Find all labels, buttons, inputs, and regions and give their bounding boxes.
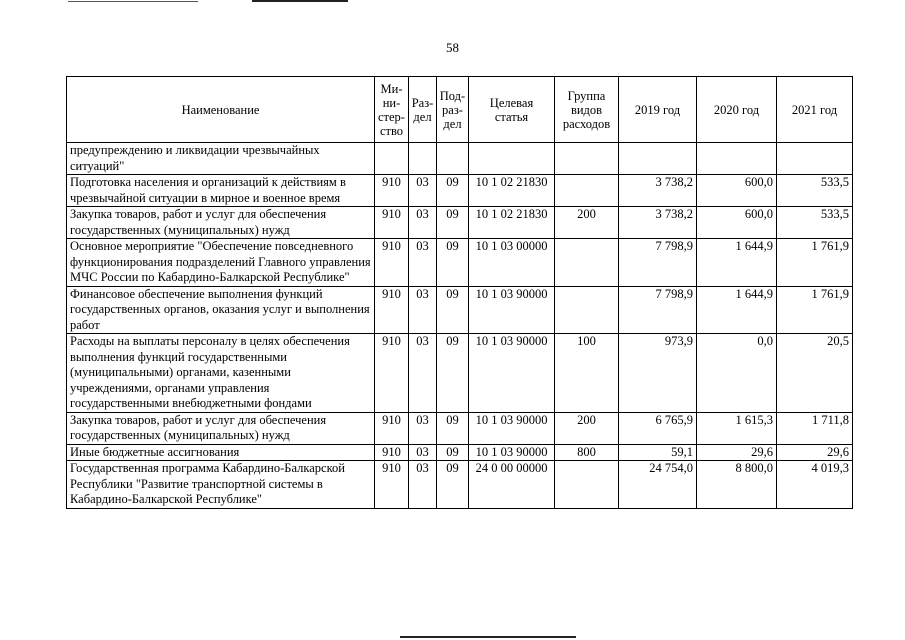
row-expense-group: 100: [555, 334, 619, 413]
row-2019: 973,9: [619, 334, 697, 413]
row-2020: 600,0: [697, 207, 777, 239]
table-row: [67, 461, 853, 509]
table-header-row: [67, 77, 853, 143]
row-name: Расходы на выплаты персоналу в целях обеспечения выполнения функций государственными (муниципальными) органами, казенными учреждениями, органами управления государственными внебюджетными фондами: [67, 334, 375, 413]
row-target-item: 24 0 00 00000: [469, 461, 555, 509]
table-row: [67, 412, 853, 444]
row-expense-group: [555, 175, 619, 207]
row-expense-group: 800: [555, 444, 619, 461]
row-2019: 3 738,2: [619, 207, 697, 239]
row-ministry: 910: [375, 239, 409, 287]
header-target-item: Целевая статья: [469, 77, 555, 143]
row-2020: 0,0: [697, 334, 777, 413]
row-2021: [777, 143, 853, 175]
row-2020: [697, 143, 777, 175]
row-section: 03: [409, 286, 437, 334]
row-2021: 1 761,9: [777, 286, 853, 334]
row-2019: 24 754,0: [619, 461, 697, 509]
row-2021: 533,5: [777, 207, 853, 239]
row-expense-group: [555, 239, 619, 287]
row-2021: 1 711,8: [777, 412, 853, 444]
table-row: [67, 444, 853, 461]
table-row: [67, 175, 853, 207]
row-expense-group: 200: [555, 207, 619, 239]
row-2021: 4 019,3: [777, 461, 853, 509]
row-subsection: [437, 143, 469, 175]
row-section: 03: [409, 461, 437, 509]
row-subsection: 09: [437, 334, 469, 413]
row-2019: 7 798,9: [619, 239, 697, 287]
row-ministry: 910: [375, 286, 409, 334]
row-name: Иные бюджетные ассигнования: [67, 444, 375, 461]
row-section: 03: [409, 239, 437, 287]
row-2019: 7 798,9: [619, 286, 697, 334]
budget-table: [66, 76, 853, 509]
row-ministry: 910: [375, 461, 409, 509]
row-target-item: [469, 143, 555, 175]
table-row: [67, 207, 853, 239]
row-name: Закупка товаров, работ и услуг для обеспечения государственных (муниципальных) нужд: [67, 412, 375, 444]
row-section: 03: [409, 334, 437, 413]
row-expense-group: [555, 461, 619, 509]
table-row: [67, 143, 853, 175]
row-section: 03: [409, 412, 437, 444]
row-subsection: 09: [437, 175, 469, 207]
row-subsection: 09: [437, 412, 469, 444]
page-number: 58: [446, 40, 459, 55]
row-ministry: 910: [375, 444, 409, 461]
row-expense-group: [555, 286, 619, 334]
row-target-item: 10 1 02 21830: [469, 175, 555, 207]
table-row: [67, 239, 853, 287]
row-2019: 6 765,9: [619, 412, 697, 444]
scan-artifact-top: [68, 0, 280, 3]
row-2021: 20,5: [777, 334, 853, 413]
row-subsection: 09: [437, 461, 469, 509]
table-row: [67, 334, 853, 413]
row-ministry: [375, 143, 409, 175]
row-2020: 1 644,9: [697, 239, 777, 287]
row-target-item: 10 1 03 00000: [469, 239, 555, 287]
row-subsection: 09: [437, 286, 469, 334]
row-name: Основное мероприятие "Обеспечение повседневного функционирования подразделений Главного управления МЧС России по Кабардино-Балкарской Республике": [67, 239, 375, 287]
row-target-item: 10 1 03 90000: [469, 412, 555, 444]
table-row: [67, 286, 853, 334]
row-subsection: 09: [437, 207, 469, 239]
row-name: предупреждению и ликвидации чрезвычайных ситуаций": [67, 143, 375, 175]
row-ministry: 910: [375, 334, 409, 413]
row-2021: 29,6: [777, 444, 853, 461]
row-section: [409, 143, 437, 175]
row-2019: 59,1: [619, 444, 697, 461]
row-ministry: 910: [375, 412, 409, 444]
row-name: Государственная программа Кабардино-Балкарской Республики "Развитие транспортной системы в Кабардино-Балкарской Республике": [67, 461, 375, 509]
header-section: Раз- дел: [409, 77, 437, 143]
row-2020: 29,6: [697, 444, 777, 461]
row-ministry: 910: [375, 175, 409, 207]
row-2021: 533,5: [777, 175, 853, 207]
header-subsection: Под- раз- дел: [437, 77, 469, 143]
row-target-item: 10 1 03 90000: [469, 334, 555, 413]
header-2020: 2020 год: [697, 77, 777, 143]
row-target-item: 10 1 03 90000: [469, 286, 555, 334]
row-name: Подготовка населения и организаций к действиям в чрезвычайной ситуации в мирное и военное время: [67, 175, 375, 207]
row-name: Финансовое обеспечение выполнения функций государственных органов, оказания услуг и выполнения работ: [67, 286, 375, 334]
row-expense-group: [555, 143, 619, 175]
header-expense-group: Группа видов расходов: [555, 77, 619, 143]
row-subsection: 09: [437, 239, 469, 287]
row-section: 03: [409, 444, 437, 461]
row-section: 03: [409, 207, 437, 239]
table-body: [67, 143, 853, 509]
header-ministry: Ми- ни- стер- ство: [375, 77, 409, 143]
row-section: 03: [409, 175, 437, 207]
row-2019: 3 738,2: [619, 175, 697, 207]
header-2019: 2019 год: [619, 77, 697, 143]
row-ministry: 910: [375, 207, 409, 239]
row-2020: 600,0: [697, 175, 777, 207]
row-2020: 1 615,3: [697, 412, 777, 444]
row-target-item: 10 1 03 90000: [469, 444, 555, 461]
scan-artifact-bottom: [400, 636, 576, 638]
row-subsection: 09: [437, 444, 469, 461]
row-2020: 1 644,9: [697, 286, 777, 334]
row-name: Закупка товаров, работ и услуг для обеспечения государственных (муниципальных) нужд: [67, 207, 375, 239]
row-expense-group: 200: [555, 412, 619, 444]
header-name: Наименование: [67, 77, 375, 143]
row-2019: [619, 143, 697, 175]
row-2021: 1 761,9: [777, 239, 853, 287]
row-target-item: 10 1 02 21830: [469, 207, 555, 239]
header-2021: 2021 год: [777, 77, 853, 143]
row-2020: 8 800,0: [697, 461, 777, 509]
